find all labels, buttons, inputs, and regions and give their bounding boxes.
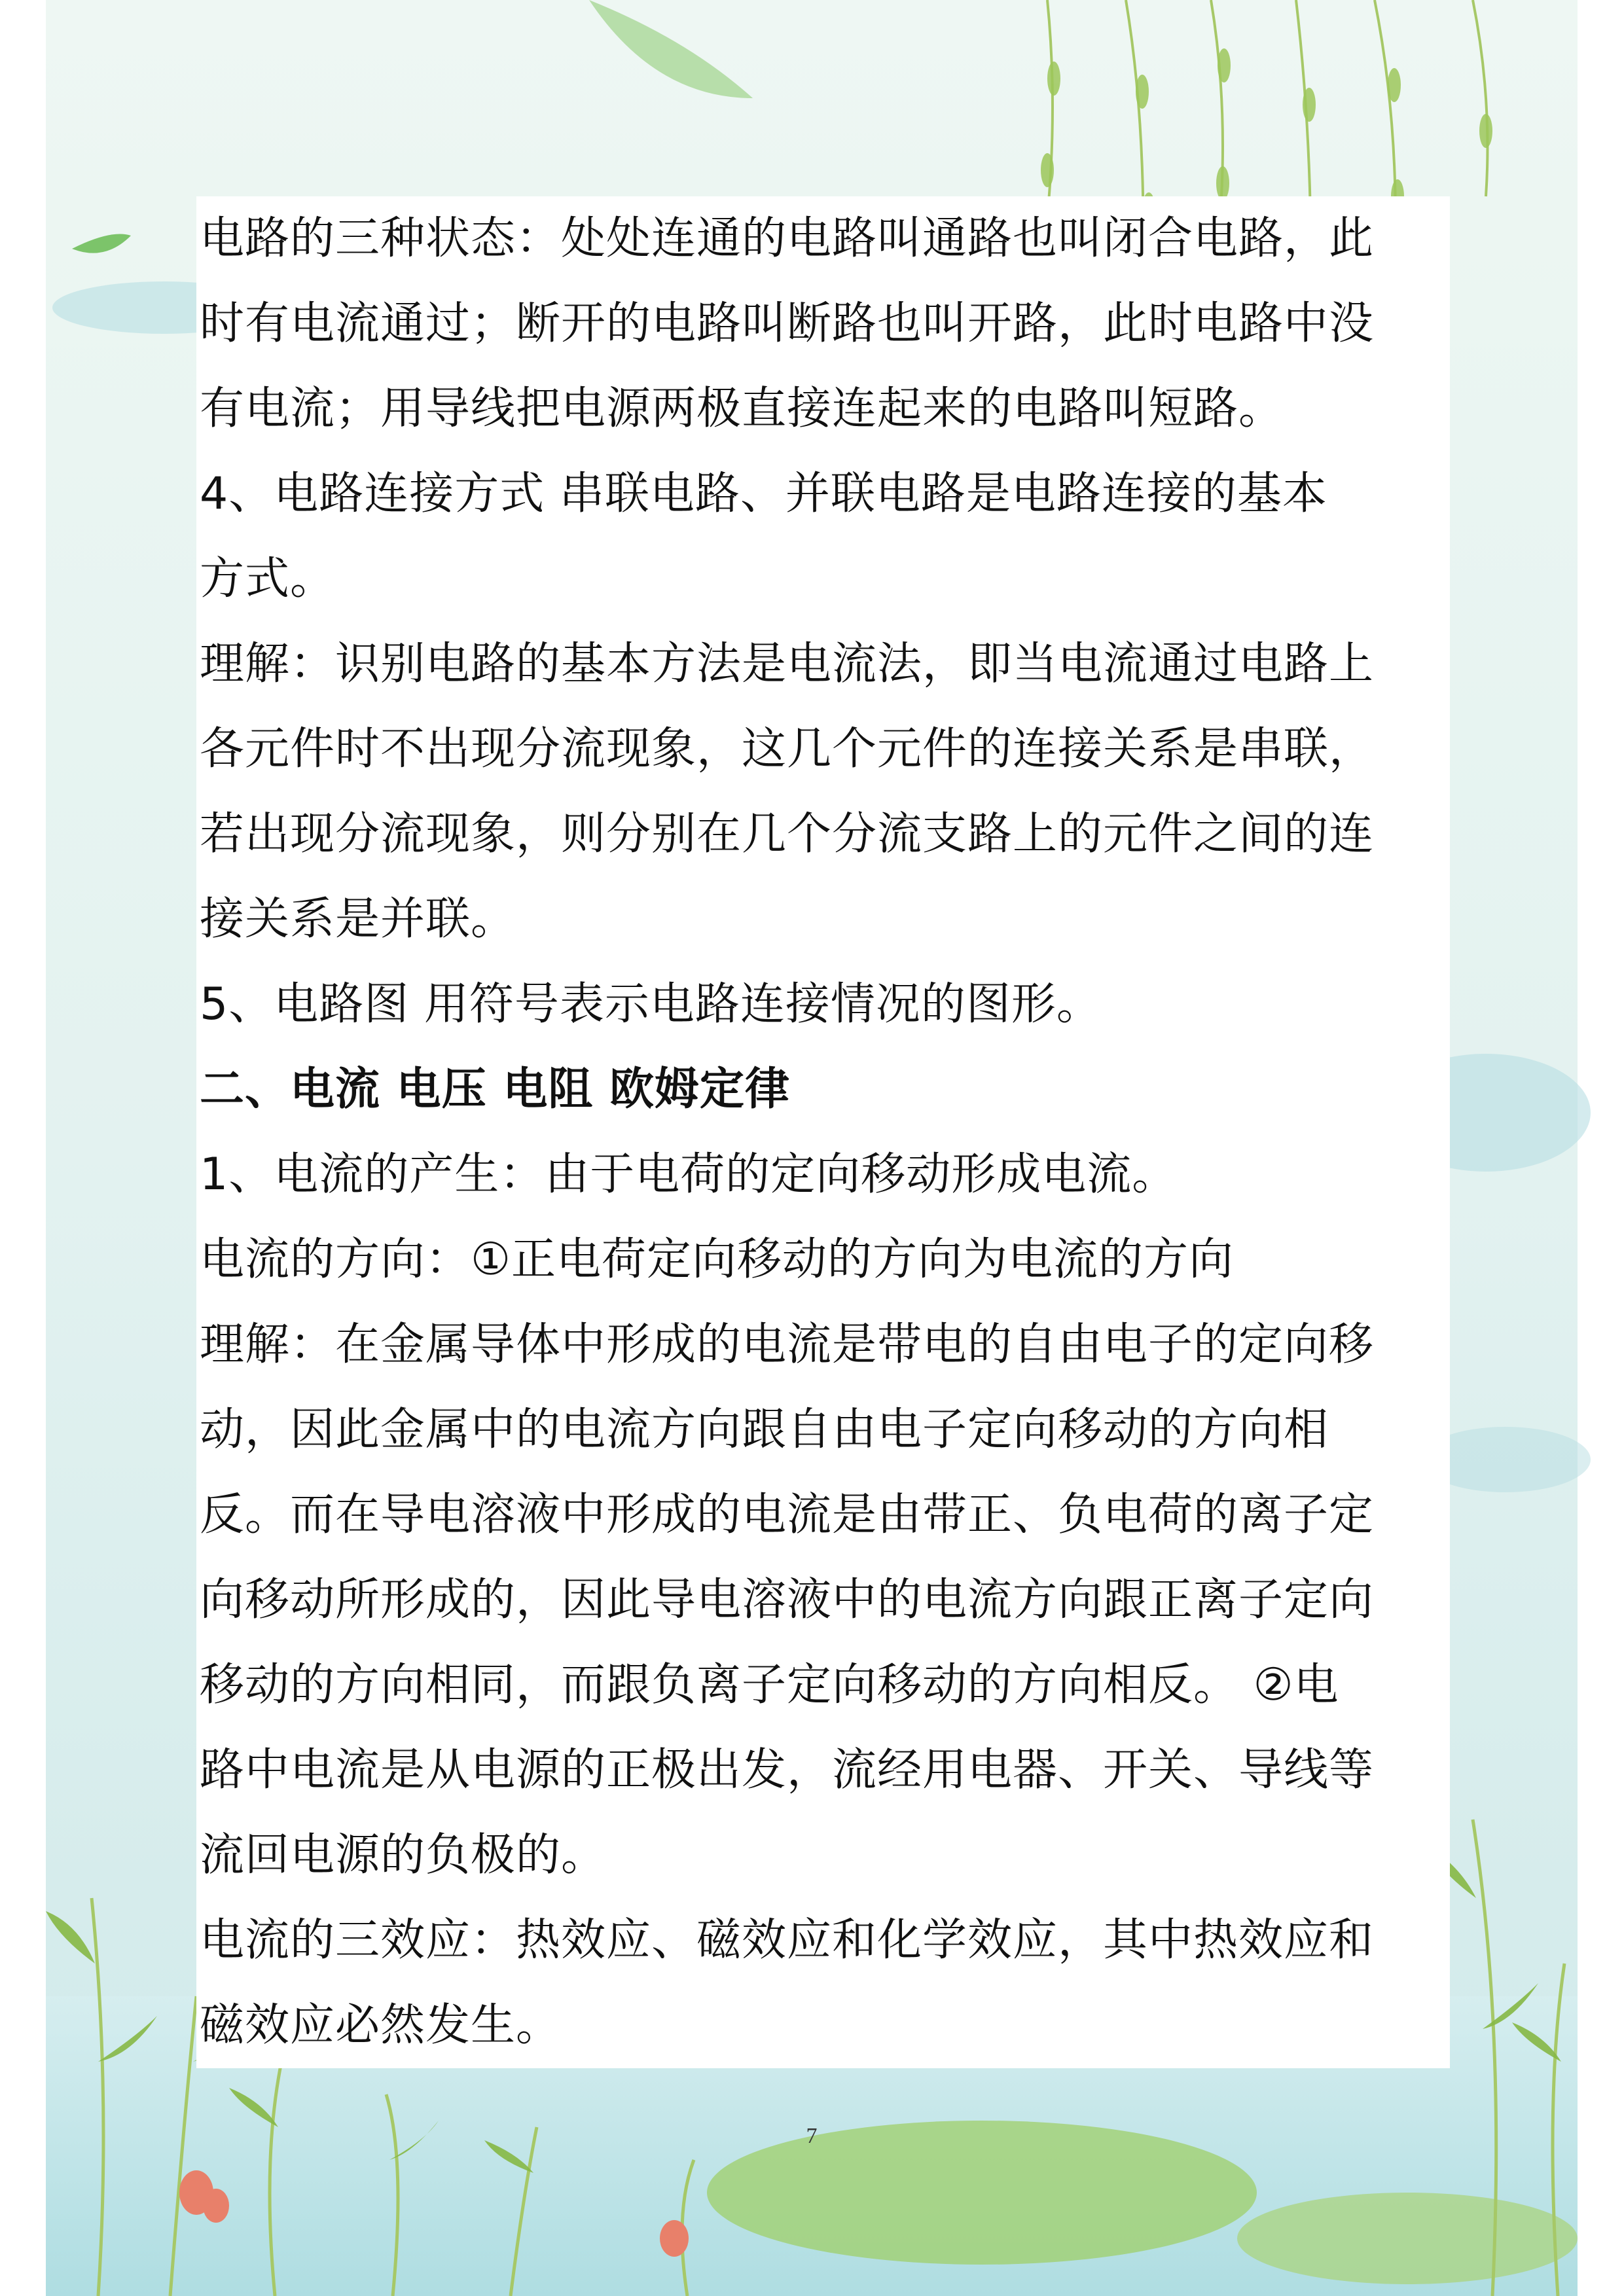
text-line: 电流的方向：①正电荷定向移动的方向为电流的方向 xyxy=(200,1234,1234,1285)
text-line: 向移动所形成的，因此导电溶液中的电流方向跟正离子定向 xyxy=(200,1574,1375,1626)
section-item-heading: 4、电路连接方式 串联电路、并联电路是电路连接的基本 xyxy=(200,468,1327,520)
text-line: 各元件时不出现分流现象，这几个元件的连接关系是串联， xyxy=(200,723,1375,775)
section-item-heading: 1、电流的产生：由于电荷的定向移动形成电流。 xyxy=(200,1149,1178,1200)
text-line: 理解：在金属导体中形成的电流是带电的自由电子的定向移 xyxy=(200,1319,1375,1371)
text-line: 理解：识别电路的基本方法是电流法，即当电流通过电路上 xyxy=(200,638,1375,690)
text-line: 接关系是并联。 xyxy=(200,893,516,945)
text-line: 方式。 xyxy=(200,553,336,605)
text-line: 移动的方向相同，而跟负离子定向移动的方向相反。 ②电 xyxy=(200,1659,1339,1711)
text-line: 磁效应必然发生。 xyxy=(200,2000,562,2051)
text-line: 动，因此金属中的电流方向跟自由电子定向移动的方向相 xyxy=(200,1404,1329,1456)
text-line: 反。而在导电溶液中形成的电流是由带正、负电荷的离子定 xyxy=(200,1489,1375,1541)
text-line: 时有电流通过；断开的电路叫断路也叫开路，此时电路中没 xyxy=(200,298,1375,350)
text-panel xyxy=(196,196,1450,2068)
text-line: 电路的三种状态：处处连通的电路叫通路也叫闭合电路，此 xyxy=(200,213,1375,264)
text-line: 流回电源的负极的。 xyxy=(200,1829,607,1881)
text-line: 若出现分流现象，则分别在几个分流支路上的元件之间的连 xyxy=(200,808,1375,860)
section-item-heading: 5、电路图 用符号表示电路连接情况的图形。 xyxy=(200,978,1102,1030)
lily-pad xyxy=(1237,2193,1578,2284)
chapter-heading: 二、电流 电压 电阻 欧姆定律 xyxy=(200,1064,791,1115)
text-line: 路中电流是从电源的正极出发，流经用电器、开关、导线等 xyxy=(200,1744,1375,1796)
text-line: 有电流；用导线把电源两极直接连起来的电路叫短路。 xyxy=(200,383,1284,435)
text-line: 电流的三效应：热效应、磁效应和化学效应，其中热效应和 xyxy=(200,1914,1375,1966)
page-number: 7 xyxy=(806,2124,818,2148)
